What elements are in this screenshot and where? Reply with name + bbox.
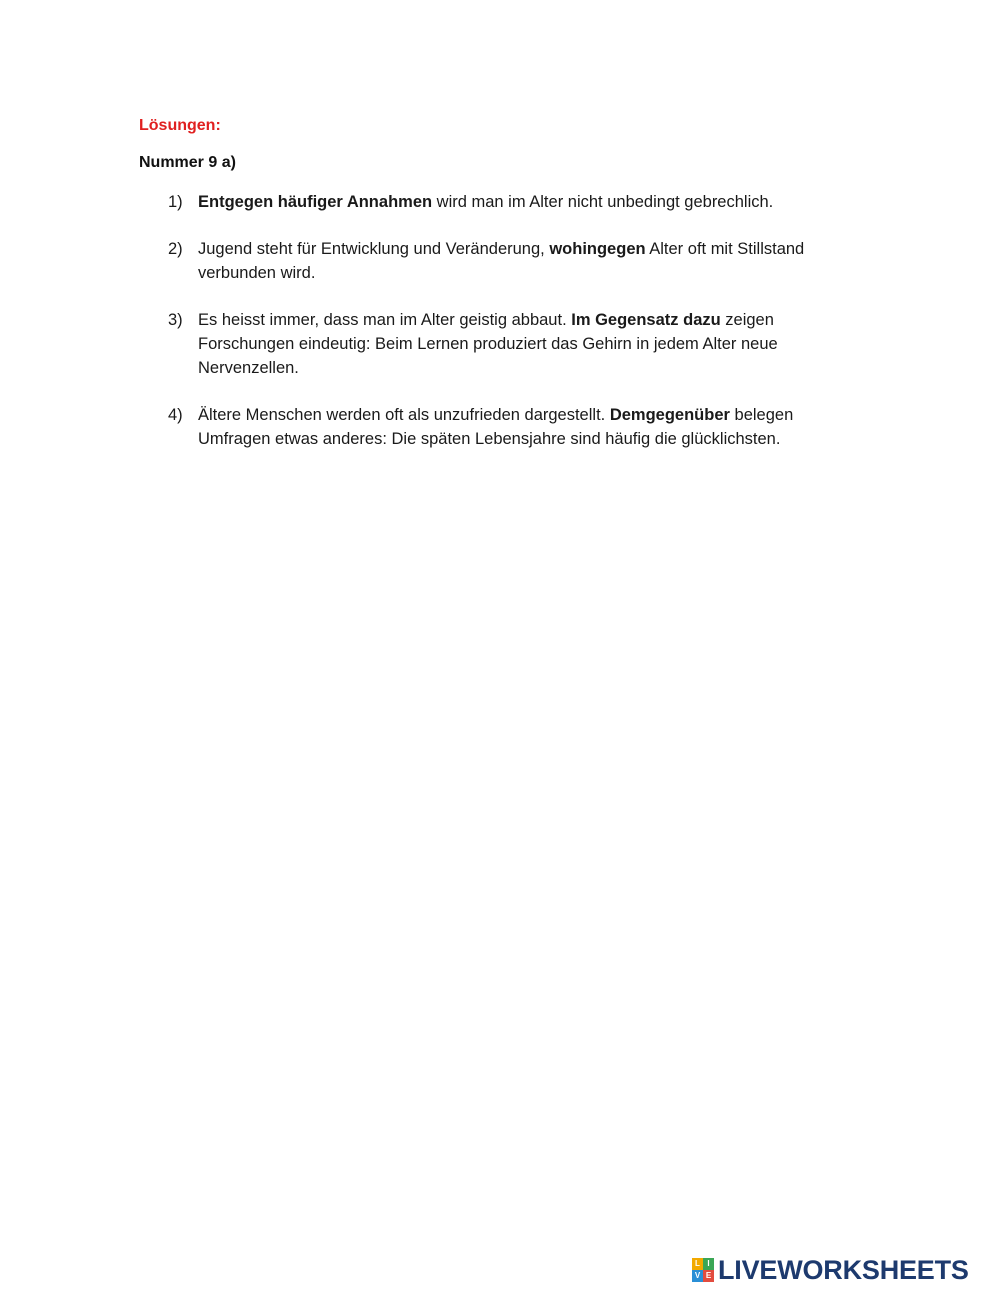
answer-text (198, 190, 848, 214)
logo-mark-letter: I (703, 1258, 714, 1270)
answer-item (168, 237, 848, 285)
answer-connector: Im Gegensatz dazu (571, 311, 721, 329)
answer-number: 1) (168, 193, 183, 211)
section-heading: Nummer 9 a) (139, 154, 236, 171)
answer-text-after: belegen Umfragen etwas anderes: Die späten Lebensjahre sind häufig die glücklichsten. (198, 406, 794, 448)
answer-text (198, 237, 848, 285)
answer-number: 4) (168, 406, 183, 424)
answer-text-before: Ältere Menschen werden oft als unzufrieden dargestellt. (198, 406, 610, 424)
answer-connector: wohingegen (549, 240, 646, 258)
answer-text-before: Jugend steht für Entwicklung und Veränderung, (198, 240, 550, 258)
answer-item (168, 308, 848, 380)
answer-text (198, 308, 848, 380)
answer-item (168, 190, 848, 214)
answer-item (168, 403, 848, 451)
logo-text: LIVEWORKSHEETS (718, 1254, 969, 1285)
answer-text (198, 403, 848, 451)
answer-number: 3) (168, 311, 183, 329)
liveworksheets-logo-icon (692, 1258, 714, 1282)
answer-text-after: wird man im Alter nicht unbedingt gebrechlich. (432, 193, 774, 211)
answer-connector: Entgegen häufiger Annahmen (198, 193, 433, 211)
logo-mark-letter: L (692, 1258, 703, 1270)
solutions-heading: Lösungen: (139, 117, 221, 134)
logo-mark-letter: E (703, 1270, 714, 1282)
logo-mark-letter: V (692, 1270, 703, 1282)
answer-text-after: zeigen Forschungen eindeutig: Beim Lernen produziert das Gehirn in jedem Alter neue Nervenzellen. (198, 311, 778, 377)
answer-list (168, 190, 848, 474)
answer-connector: Demgegenüber (609, 406, 730, 424)
answer-number: 2) (168, 240, 183, 258)
answer-text-after: Alter oft mit Stillstand verbunden wird. (198, 240, 805, 282)
answer-text-before: Es heisst immer, dass man im Alter geistig abbaut. (198, 311, 572, 329)
liveworksheets-logo[interactable] (692, 1255, 969, 1285)
